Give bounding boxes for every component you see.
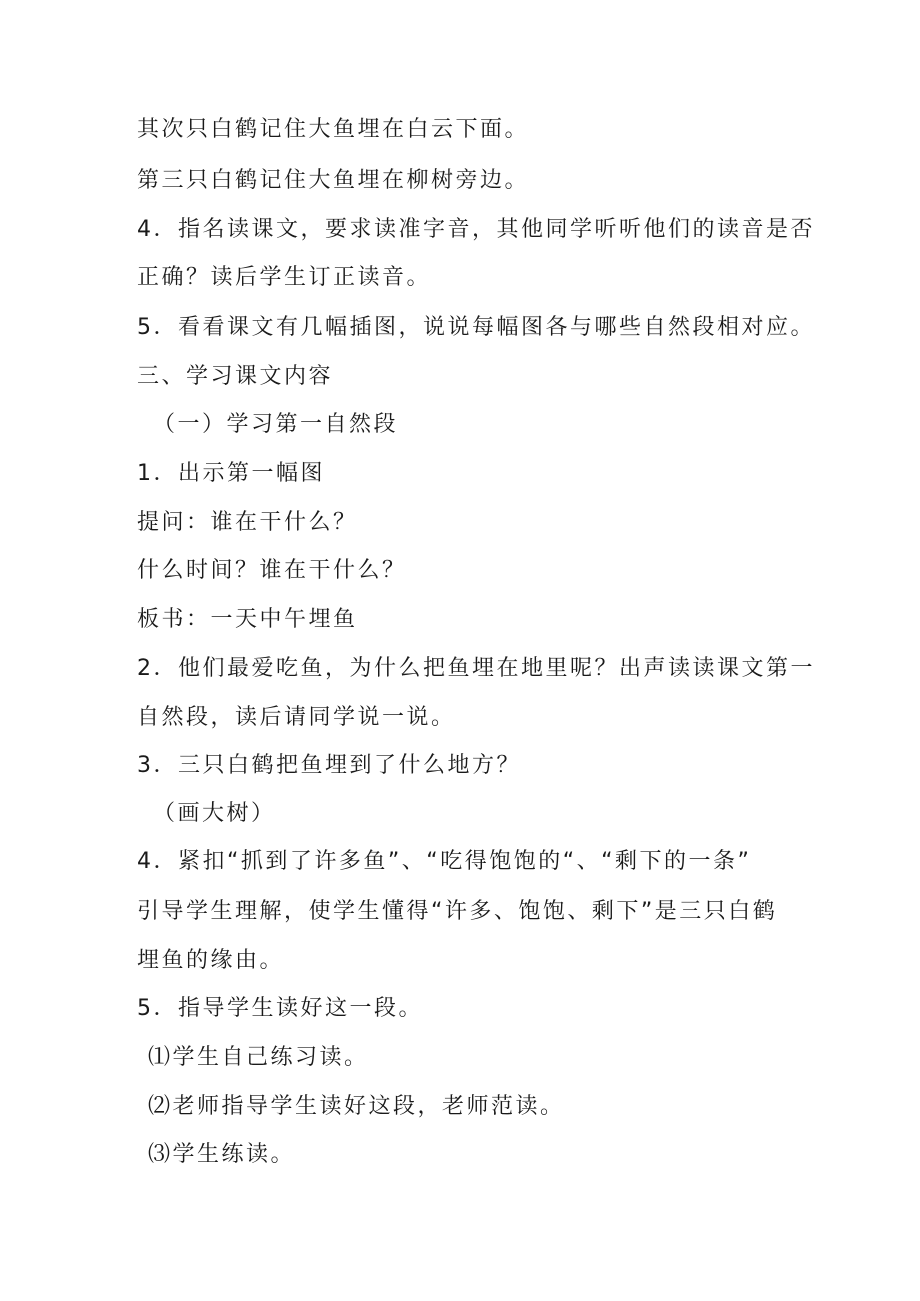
text-line: 埋鱼的缘由。 [137,948,285,973]
list-item: ⑵老师指导学生读好这段，老师范读。 [148,1094,565,1119]
text-line: 提问：谁在干什么？ [137,510,358,535]
text-line: 其次只白鹤记住大鱼埋在白云下面。 [137,117,530,142]
text-line: 1．出示第一幅图 [137,461,325,486]
list-item: ⑴学生自己练习读。 [148,1045,369,1070]
list-item: ⑶学生练读。 [148,1142,296,1167]
text-line: 自然段，读后请同学说一说。 [137,705,456,730]
text-line: （画大树） [153,801,276,826]
text-line: 板书：一天中午埋鱼 [137,607,358,632]
text-line: 5．看看课文有几幅插图，说说每幅图各与哪些自然段相对应。 [137,315,815,340]
text-line: 引导学生理解，使学生懂得“许多、饱饱、剩下”是三只白鹤 [137,899,778,924]
text-line: 第三只白鹤记住大鱼埋在柳树旁边。 [137,168,530,193]
text-line: 4．指名读课文，要求读准字音，其他同学听听他们的读音是否 [137,217,815,242]
section-heading: 三、学习课文内容 [137,364,334,389]
text-line: 什么时间？谁在干什么？ [137,558,407,583]
text-line: 3．三只白鹤把鱼埋到了什么地方？ [137,753,521,778]
text-line: 5．指导学生读好这一段。 [137,996,423,1021]
text-line: 2．他们最爱吃鱼，为什么把鱼埋在地里呢？出声读读课文第一 [137,656,815,681]
text-line: 正确？读后学生订正读音。 [137,265,432,290]
text-line: 4．紧扣“抓到了许多鱼”、“吃得饱饱的“、“剩下的一条” [137,849,752,874]
subsection-heading: （一）学习第一自然段 [153,412,399,437]
